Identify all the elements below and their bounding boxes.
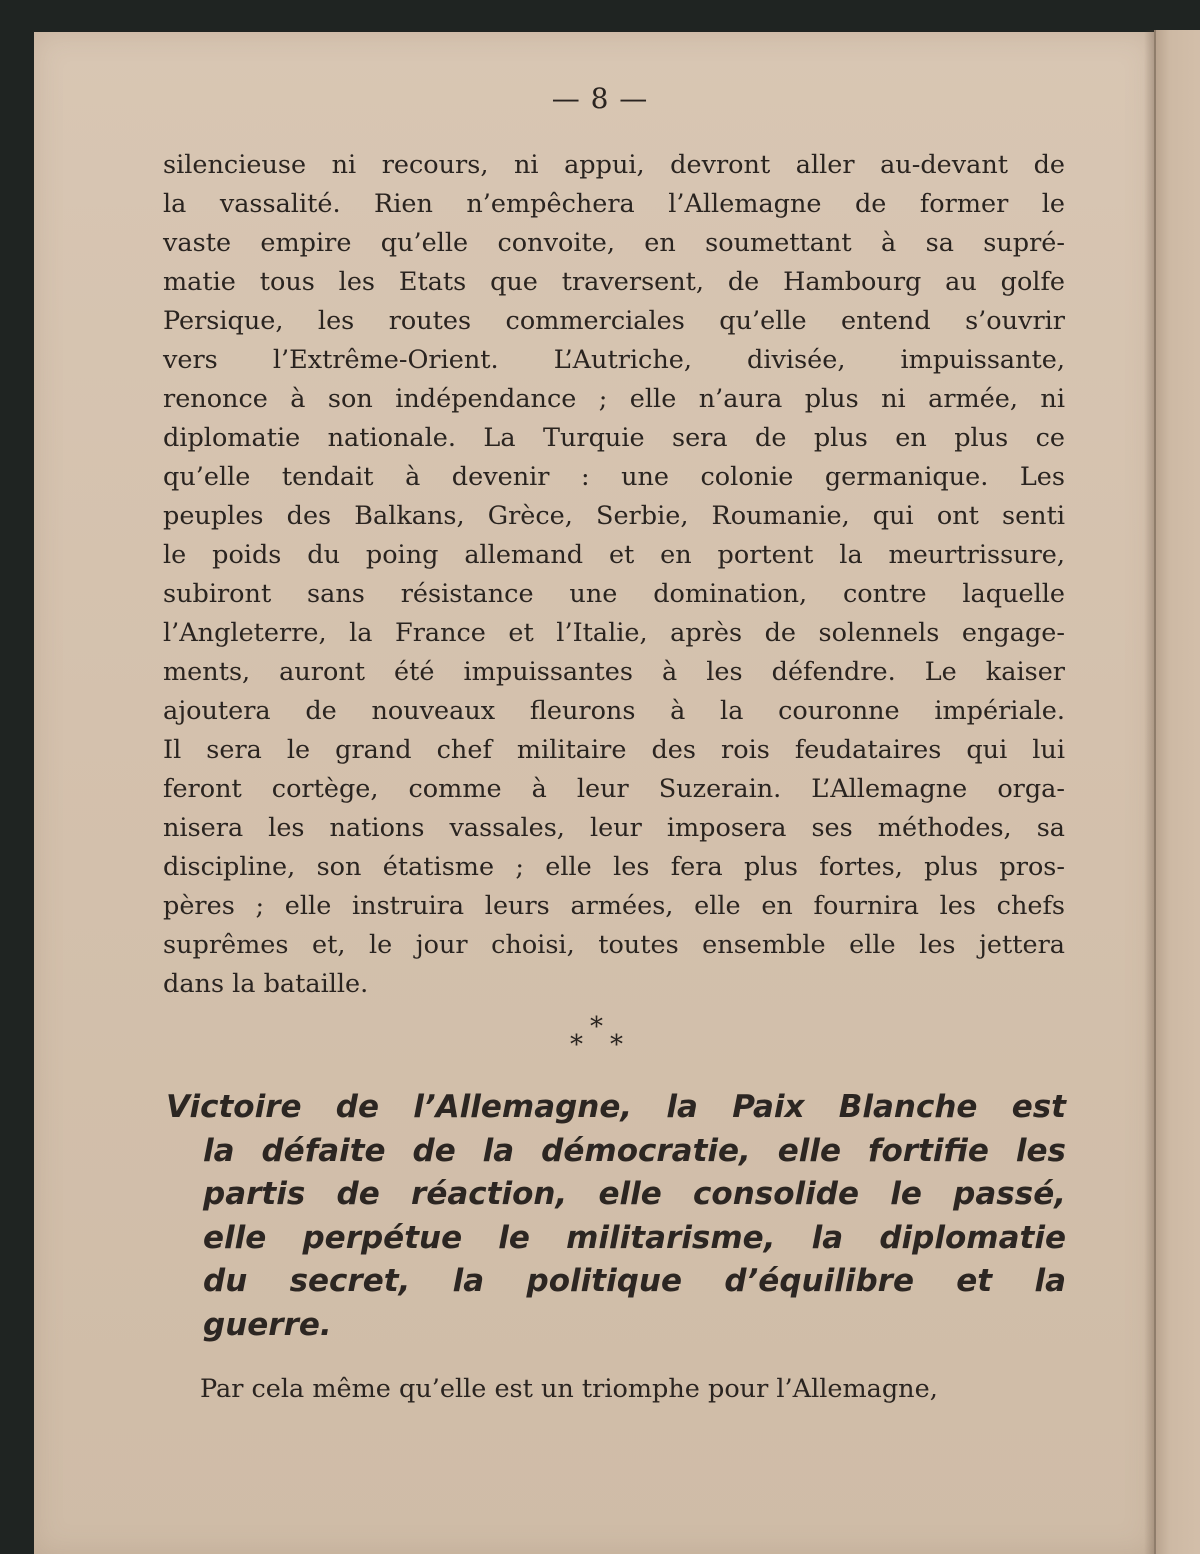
text-line: ajoutera de nouveaux fleurons à la couronne impériale. <box>163 696 1065 726</box>
text-line: pères ; elle instruira leurs armées, elle en fournira les chefs <box>163 891 1065 921</box>
text-line: le poids du poing allemand et en portent la meurtrissure, <box>163 540 1065 570</box>
text-line: qu’elle tendait à devenir : une colonie germanique. Les <box>163 462 1065 492</box>
text-line: suprêmes et, le jour choisi, toutes ensemble elle les jettera <box>163 930 1065 960</box>
text-line: Persique, les routes commerciales qu’elle entend s’ouvrir <box>163 306 1065 336</box>
asterism-star: * <box>610 1030 623 1060</box>
text-line: vers l’Extrême-Orient. L’Autriche, divisée, impuissante, <box>163 345 1065 375</box>
asterism-star: * <box>570 1030 583 1060</box>
text-line: discipline, son étatisme ; elle les fera plus fortes, plus pros- <box>163 852 1065 882</box>
text-line: vaste empire qu’elle convoite, en soumettant à sa supré- <box>163 228 1065 258</box>
emphasized-statement <box>166 1086 1066 1347</box>
emphasis-line: Victoire de l’Allemagne, la Paix Blanche est <box>166 1089 1066 1125</box>
text-line: peuples des Balkans, Grèce, Serbie, Roumanie, qui ont senti <box>163 501 1065 531</box>
text-line: dans la bataille. <box>163 969 369 999</box>
page-number: — 8 — <box>551 82 649 115</box>
text-line: la vassalité. Rien n’empêchera l’Allemagne de former le <box>163 189 1065 219</box>
asterism-star: * <box>590 1012 603 1042</box>
closing-line: Par cela même qu’elle est un triomphe pour l’Allemagne, <box>200 1374 938 1404</box>
text-line: subiront sans résistance une domination, contre laquelle <box>163 579 1065 609</box>
text-line: ments, auront été impuissantes à les défendre. Le kaiser <box>163 657 1065 687</box>
asterism-separator <box>560 1012 640 1062</box>
emphasis-line: elle perpétue le militarisme, la diplomatie <box>203 1219 1066 1256</box>
text-line: silencieuse ni recours, ni appui, devront aller au-devant de <box>163 150 1065 180</box>
text-line: diplomatie nationale. La Turquie sera de plus en plus ce <box>163 423 1065 453</box>
emphasis-line: partis de réaction, elle consolide le passé, <box>203 1176 1066 1212</box>
text-line: nisera les nations vassales, leur imposera ses méthodes, sa <box>163 813 1065 843</box>
text-line: matie tous les Etats que traversent, de Hambourg au golfe <box>163 267 1065 297</box>
text-line: l’Angleterre, la France et l’Italie, après de solennels engage- <box>163 618 1065 648</box>
emphasis-line: la défaite de la démocratie, elle fortifie les <box>203 1132 1066 1169</box>
emphasis-line: du secret, la politique d’équilibre et la <box>203 1263 1066 1299</box>
text-line: Il sera le grand chef militaire des rois feudataires qui lui <box>163 735 1065 765</box>
body-paragraph <box>163 146 1065 1004</box>
emphasis-line: guerre. <box>203 1306 332 1343</box>
text-line: feront cortège, comme à leur Suzerain. L’Allemagne orga- <box>163 774 1065 804</box>
page-edge <box>1154 30 1200 1554</box>
text-line: renonce à son indépendance ; elle n’aura plus ni armée, ni <box>163 384 1065 414</box>
